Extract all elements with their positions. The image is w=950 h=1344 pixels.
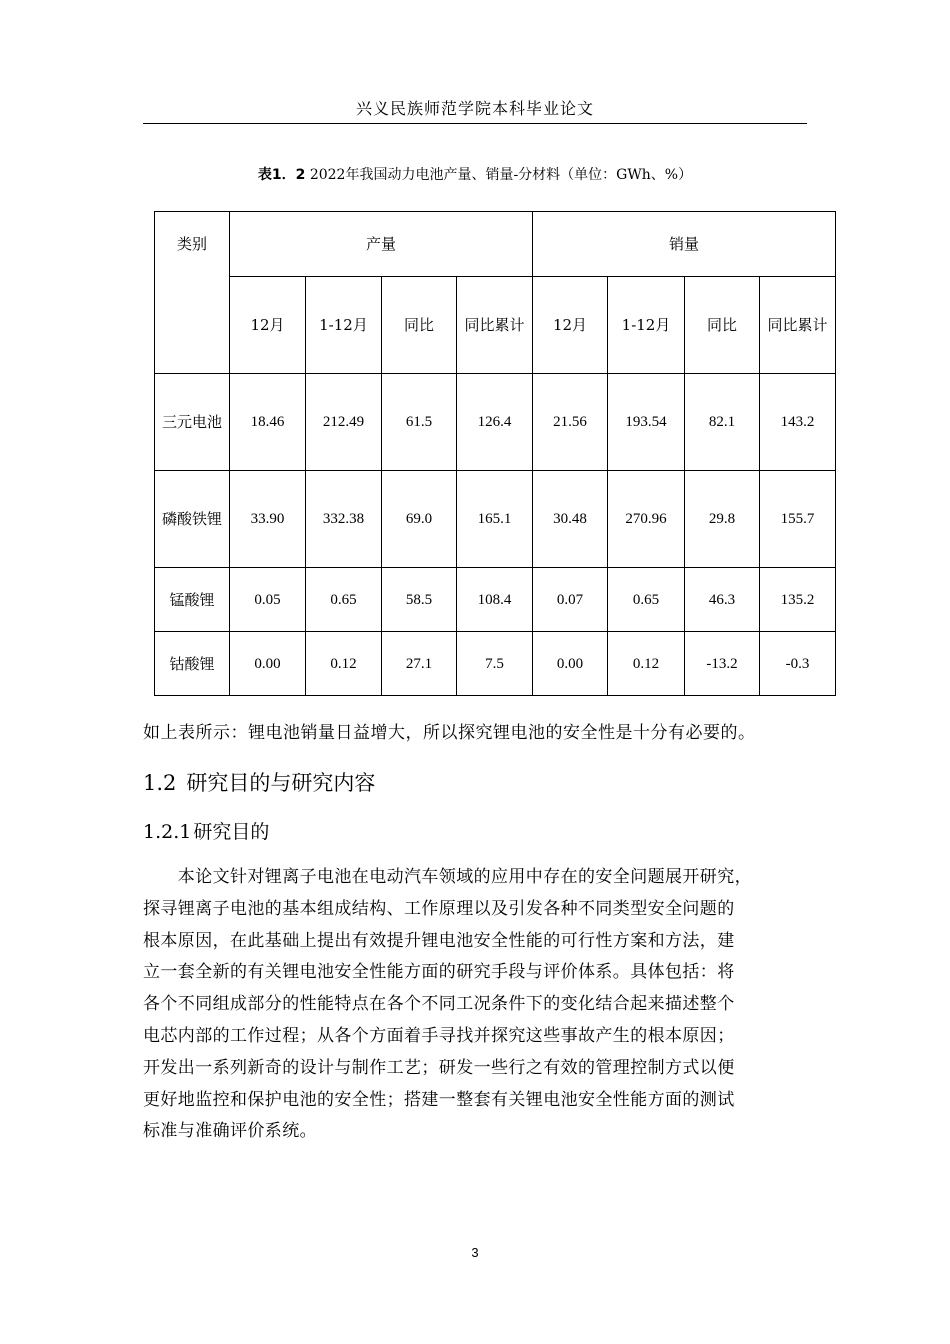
page-number: 3: [471, 1245, 479, 1260]
header-rule: [143, 123, 807, 124]
table-cell: 193.54: [608, 374, 685, 471]
subsection-title: 研究目的: [193, 821, 270, 843]
paragraph-line: 更好地监控和保护电池的安全性；搭建一整套有关锂电池安全性能方面的测试: [143, 1089, 735, 1110]
subsection-heading: [143, 817, 269, 844]
header-category: 类别: [155, 212, 230, 374]
body-paragraph: [143, 862, 807, 1148]
table-cell: 27.1: [382, 632, 457, 696]
subheader-row: [155, 277, 836, 374]
section-number: 1.2: [143, 771, 177, 795]
paragraph-line: 开发出一系列新奇的设计与制作工艺；研发一些行之有效的管理控制方式以便: [143, 1057, 735, 1078]
table-caption: [143, 164, 807, 184]
table-cell: -0.3: [760, 632, 836, 696]
table-caption-label: 表1．2: [257, 167, 306, 183]
paragraph-line: 探寻锂离子电池的基本组成结构、工作原理以及引发各种不同类型安全问题的: [143, 898, 735, 919]
after-table-text: 如上表所示：锂电池销量日益增大，所以探究锂电池的安全性是十分有必要的。: [143, 723, 756, 743]
table-cell: 30.48: [533, 471, 608, 568]
row-category: 钴酸锂: [155, 632, 230, 696]
table-row: [155, 374, 836, 471]
table-cell: 165.1: [457, 471, 533, 568]
table-cell: 270.96: [608, 471, 685, 568]
battery-data-table: [154, 211, 836, 696]
table-cell: 332.38: [306, 471, 382, 568]
table-cell: 108.4: [457, 568, 533, 632]
table-cell: 0.65: [306, 568, 382, 632]
paragraph-line: 各个不同组成部分的性能特点在各个不同工况条件下的变化结合起来描述整个: [143, 994, 735, 1015]
subheader-cell: 1-12月: [306, 277, 382, 374]
table-cell: 212.49: [306, 374, 382, 471]
row-category: 磷酸铁锂: [155, 471, 230, 568]
table-row: [155, 471, 836, 568]
table-cell: 0.12: [306, 632, 382, 696]
table-cell: 0.65: [608, 568, 685, 632]
table-cell: 82.1: [685, 374, 760, 471]
paragraph-line: 本论文针对锂离子电池在电动汽车领域的应用中存在的安全问题展开研究，: [143, 867, 752, 887]
table-cell: 46.3: [685, 568, 760, 632]
table-row: [155, 632, 836, 696]
section-heading: [143, 767, 375, 797]
table-cell: 143.2: [760, 374, 836, 471]
paragraph-line: 电芯内部的工作过程；从各个方面着手寻找并探究这些事故产生的根本原因；: [143, 1025, 735, 1046]
paragraph-line: 根本原因，在此基础上提出有效提升锂电池安全性能的可行性方案和方法，建: [143, 930, 735, 951]
page-header: 兴义民族师范学院本科毕业论文: [355, 99, 594, 118]
subheader-cell: 12月: [230, 277, 306, 374]
table-cell: 61.5: [382, 374, 457, 471]
subheader-cell: 同比累计: [457, 277, 533, 374]
paragraph-line: 标准与准确评价系统。: [143, 1121, 317, 1142]
table-cell: 0.07: [533, 568, 608, 632]
subheader-cell: 同比累计: [760, 277, 836, 374]
table-cell: 21.56: [533, 374, 608, 471]
table-cell: 0.12: [608, 632, 685, 696]
table-cell: 135.2: [760, 568, 836, 632]
subheader-cell: 同比: [685, 277, 760, 374]
table-cell: 33.90: [230, 471, 306, 568]
table-cell: 155.7: [760, 471, 836, 568]
table-cell: 126.4: [457, 374, 533, 471]
table-cell: -13.2: [685, 632, 760, 696]
section-title: 研究目的与研究内容: [186, 771, 376, 795]
row-category: 三元电池: [155, 374, 230, 471]
table-cell: 18.46: [230, 374, 306, 471]
row-category: 锰酸锂: [155, 568, 230, 632]
header-sales: 销量: [533, 212, 836, 277]
table-cell: 58.5: [382, 568, 457, 632]
table-cell: 7.5: [457, 632, 533, 696]
table-row: [155, 568, 836, 632]
subheader-cell: 12月: [533, 277, 608, 374]
subheader-cell: 同比: [382, 277, 457, 374]
subheader-cell: 1-12月: [608, 277, 685, 374]
table-cell: 69.0: [382, 471, 457, 568]
subsection-number: 1.2.1: [143, 821, 192, 843]
table-caption-text: 2022年我国动力电池产量、销量-分材料（单位：GWh、%）: [309, 167, 693, 183]
table-cell: 29.8: [685, 471, 760, 568]
table-cell: 0.00: [533, 632, 608, 696]
header-production: 产量: [230, 212, 533, 277]
table-cell: 0.00: [230, 632, 306, 696]
paragraph-line: 立一套全新的有关锂电池安全性能方面的研究手段与评价体系。具体包括：将: [143, 962, 735, 983]
table-cell: 0.05: [230, 568, 306, 632]
